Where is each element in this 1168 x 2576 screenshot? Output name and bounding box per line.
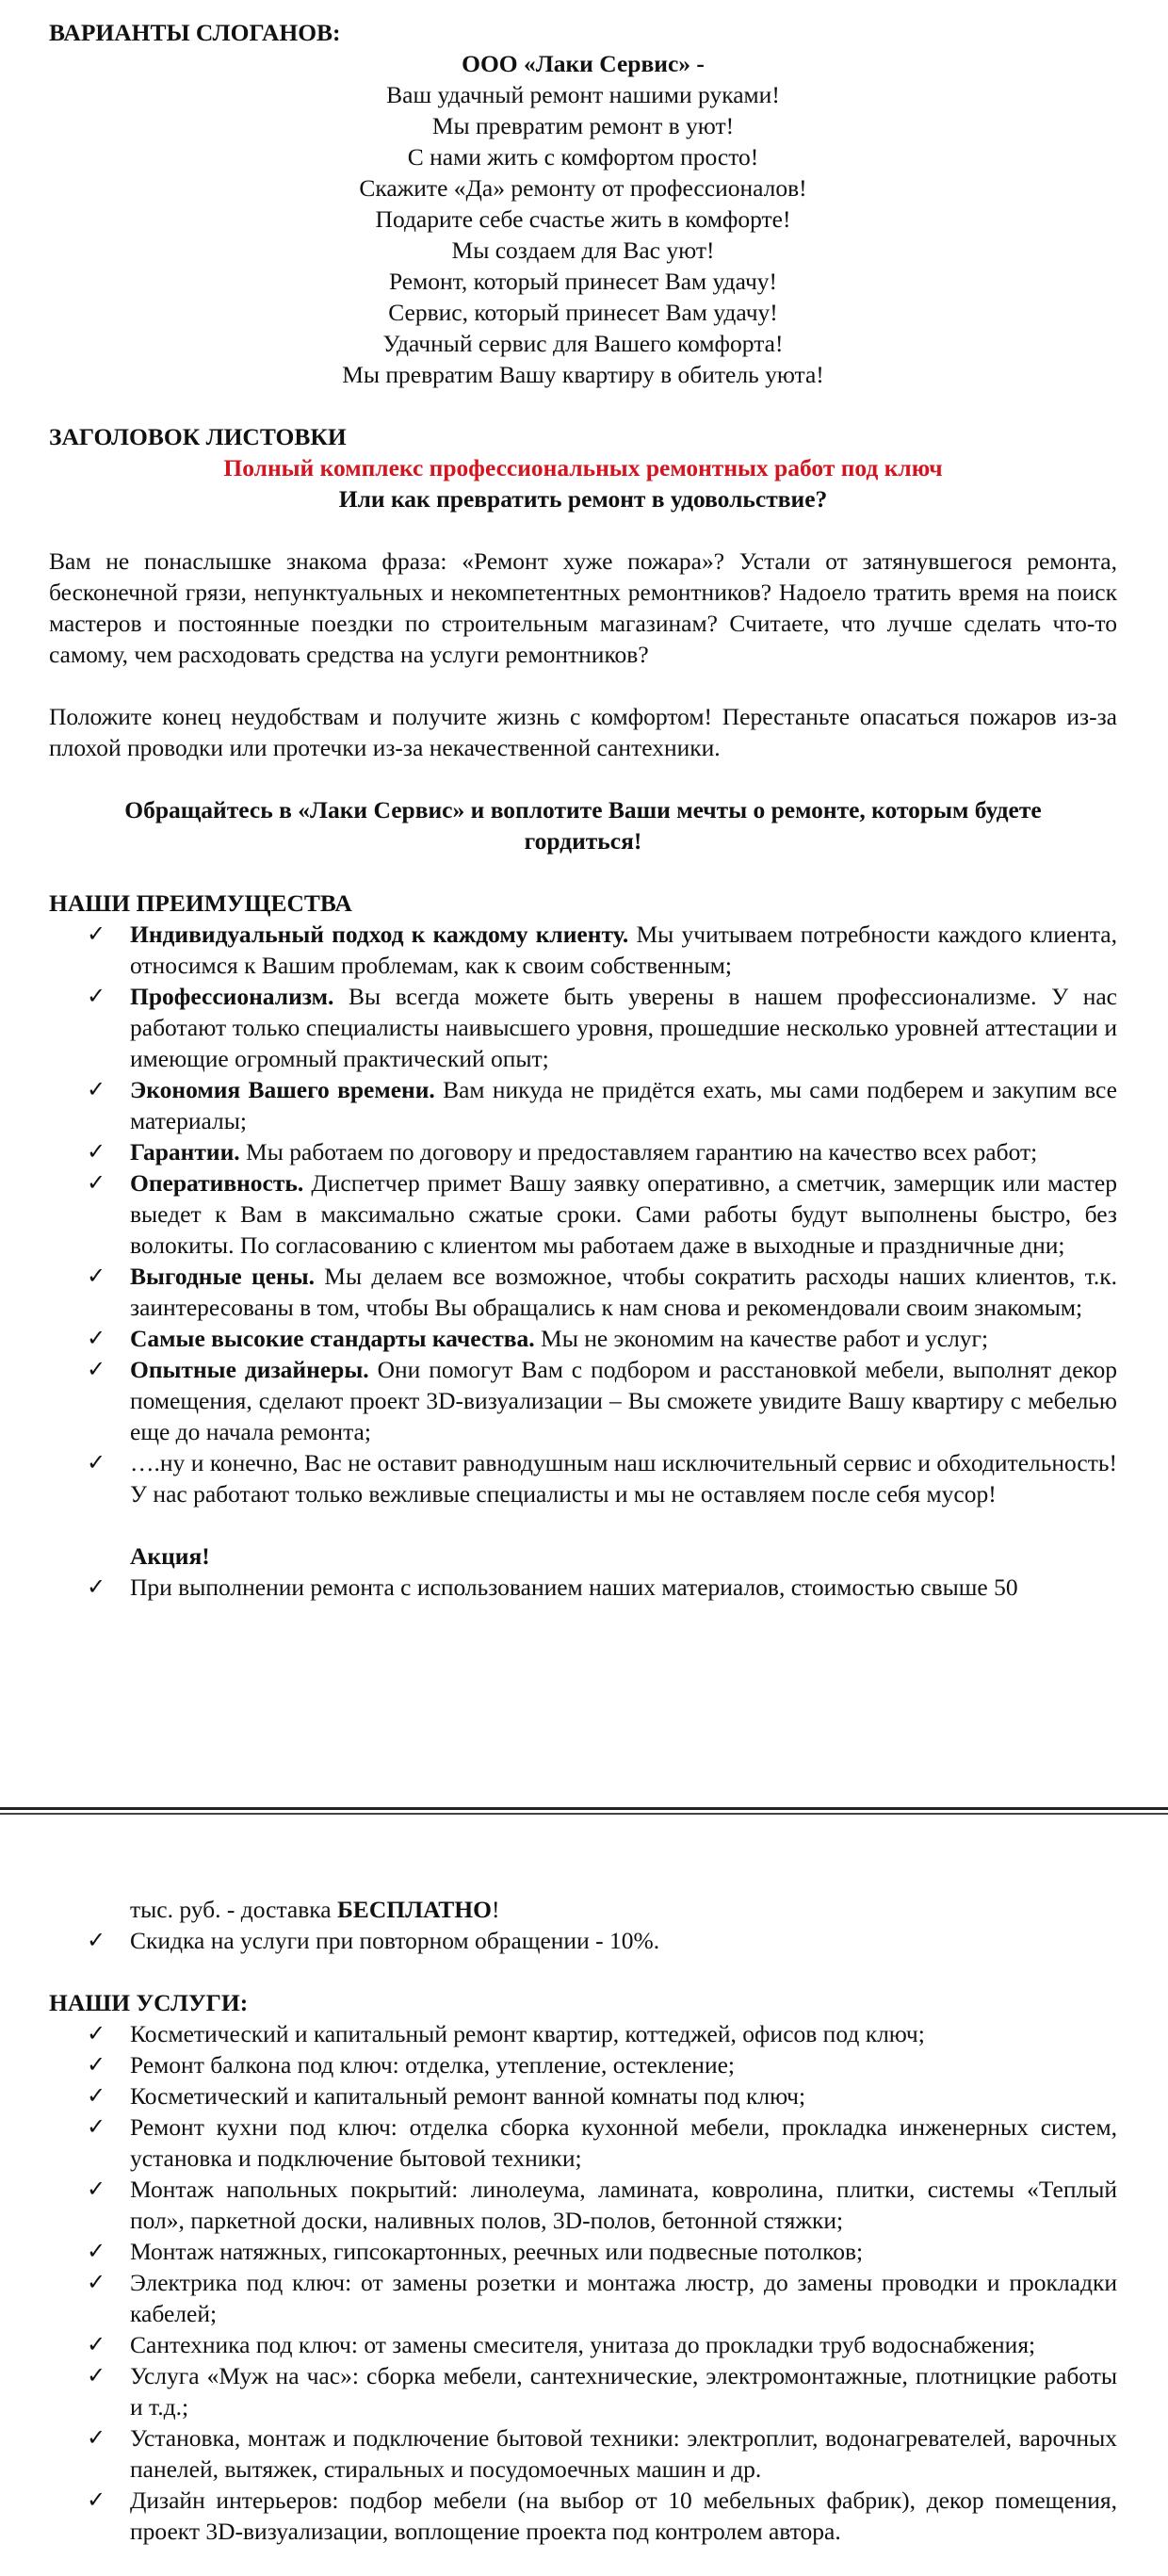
leaflet-subtitle: Или как превратить ремонт в удовольствие? — [338, 485, 828, 513]
list-item: ✓ Ремонт кухни под ключ: отделка сборка кухонной мебели, прокладка инженерных систем, установка и подключение бытовой техники; — [87, 2113, 1117, 2172]
list-item: ✓ Экономия Вашего времени. Вам никуда не придётся ехать, мы сами подберем и закупим все материалы; — [87, 1076, 1117, 1134]
slogan-line: Мы превратим Вашу квартиру в обитель уюта! — [342, 361, 824, 388]
checkmark-icon: ✓ — [87, 2176, 106, 2202]
checkmark-icon: ✓ — [87, 1169, 106, 1196]
checkmark-icon: ✓ — [87, 1325, 106, 1351]
checkmark-icon: ✓ — [87, 1263, 106, 1289]
leaflet-heading: ЗАГОЛОВОК ЛИСТОВКИ — [49, 423, 347, 450]
slogans-company: ООО «Лаки Сервис» - — [462, 50, 705, 77]
page-break-divider — [0, 1804, 1168, 1818]
checkmark-icon: ✓ — [87, 2113, 106, 2140]
list-item: ✓ Самые высокие стандарты качества. Мы не экономим на качестве работ и услуг; — [87, 1325, 989, 1352]
list-item: ✓ Установка, монтаж и подключение бытовой техники: электроплит, водонагревателей, варочных панелей, вытяжек, стиральных и посудомоечных машин и др. — [87, 2424, 1117, 2483]
list-item: ✓ Профессионализм. Вы всегда можете быть уверены в нашем профессионализме. У нас работают только специалисты наивысшего уровня, прошедшие несколько уровней аттестации и имеющие огромный практический опыт; — [87, 983, 1117, 1072]
checkmark-icon: ✓ — [87, 921, 106, 947]
list-item: ✓ Электрика под ключ: от замены розетки и монтажа люстр, до замены проводки и прокладки кабелей; — [87, 2269, 1117, 2327]
promo-list-continued — [49, 1925, 1117, 1956]
checkmark-icon: ✓ — [87, 983, 106, 1009]
checkmark-icon: ✓ — [87, 2424, 106, 2451]
list-item: ✓ Индивидуальный подход к каждому клиенту. Мы учитываем потребности каждого клиента, относимся к Вашим проблемам, как к своим собственным; — [87, 921, 1117, 979]
checkmark-icon: ✓ — [87, 2269, 106, 2295]
slogans-heading: ВАРИАНТЫ СЛОГАНОВ: — [49, 19, 341, 46]
slogans-list — [49, 79, 1117, 390]
checkmark-icon: ✓ — [87, 2238, 106, 2264]
list-item: ✓ Монтаж напольных покрытий: линолеума, ламината, ковролина, плитки, системы «Теплый пол», паркетной доски, наливных полов, 3D-полов, бетонной стяжки; — [87, 2176, 1117, 2234]
list-item: ✓ Ремонт балкона под ключ: отделка, утепление, остекление; — [87, 2051, 735, 2079]
leaflet-title: Полный комплекс профессиональных ремонтных работ под ключ — [223, 454, 943, 481]
slogan-line: Сервис, который принесет Вам удачу! — [388, 299, 778, 326]
services-heading: НАШИ УСЛУГИ: — [49, 1989, 249, 2016]
checkmark-icon: ✓ — [87, 1927, 106, 1953]
advantages-heading: НАШИ ПРЕИМУЩЕСТВА — [49, 889, 352, 917]
checkmark-icon: ✓ — [87, 1356, 106, 1382]
checkmark-icon: ✓ — [87, 1076, 106, 1102]
leaflet-paragraph-2: Положите конец неудобствам и получите жизнь с комфортом! Перестаньте опасаться пожаров из-за плохой проводки или протечки из-за некачественной сантехники. — [49, 703, 1117, 761]
list-item: ✓ Услуга «Муж на час»: сборка мебели, сантехнические, электромонтажные, плотницкие работы и т.д.; — [87, 2362, 1117, 2421]
slogan-line: Удачный сервис для Вашего комфорта! — [382, 330, 784, 357]
list-item: ✓ При выполнении ремонта с использованием наших материалов, стоимостью свыше 50 — [87, 1573, 1018, 1601]
list-item: ✓ Скидка на услуги при повторном обращении - 10%. — [87, 1927, 660, 1954]
promo-heading: Акция! — [130, 1542, 210, 1570]
slogan-line: Мы создаем для Вас уют! — [451, 236, 715, 264]
list-item: ✓ Дизайн интерьеров: подбор мебели (на выбор от 10 мебельных фабрик), декор помещения, проект 3D-визуализации, воплощение проекта под контролем автора. — [87, 2486, 1117, 2545]
list-item: ✓ Косметический и капитальный ремонт квартир, коттеджей, офисов под ключ; — [87, 2020, 925, 2047]
page-1-content — [49, 17, 1117, 1603]
checkmark-icon: ✓ — [87, 2331, 106, 2357]
slogan-line: Ваш удачный ремонт нашими руками! — [386, 81, 780, 108]
checkmark-icon: ✓ — [87, 1138, 106, 1165]
slogan-line: Скажите «Да» ремонту от профессионалов! — [359, 174, 807, 202]
checkmark-icon: ✓ — [87, 2020, 106, 2046]
promo-list — [49, 1572, 1117, 1603]
document-page-2 — [0, 1818, 1168, 2576]
list-item: ✓ Гарантии. Мы работаем по договору и предоставляем гарантию на качество всех работ; — [87, 1138, 1038, 1166]
page-2-content — [49, 1894, 1117, 2547]
slogan-line: С нами жить с комфортом просто! — [407, 143, 759, 171]
promo-item-continuation: тыс. руб. - доставка БЕСПЛАТНО! — [130, 1896, 500, 1923]
slogan-line: Ремонт, который принесет Вам удачу! — [388, 268, 778, 295]
list-item: ✓ Опытные дизайнеры. Они помогут Вам с подбором и расстановкой мебели, выполнят декор помещения, сделают проект 3D-визуализации – Вы сможете увидите Вашу квартиру с мебелью еще до начала ремонта; — [87, 1356, 1117, 1445]
slogan-line: Подарите себе счастье жить в комфорте! — [375, 205, 791, 233]
list-item: ✓ Оперативность. Диспетчер примет Вашу заявку оперативно, а сметчик, замерщик или мастер выедет к Вам в максимально сжатые сроки. Сами работы будут выполнены быстро, без волокиты. По согласованию с клиентом мы работаем даже в выходные и праздничные дни; — [87, 1169, 1117, 1259]
checkmark-icon: ✓ — [87, 2362, 106, 2389]
list-item: ✓ Сантехника под ключ: от замены смесителя, унитаза до прокладки труб водоснабжения; — [87, 2331, 1036, 2358]
leaflet-callout: Обращайтесь в «Лаки Сервис» и воплотите Ваши мечты о ремонте, которым будете гордиться! — [124, 796, 1042, 855]
list-item: ✓ ….ну и конечно, Вас не оставит равнодушным наш исключительный сервис и обходительность! У нас работают только вежливые специалисты и мы не оставляем после себя мусор! — [87, 1449, 1117, 1508]
checkmark-icon: ✓ — [87, 2082, 106, 2109]
leaflet-paragraph-1: Вам не понаслышке знакома фраза: «Ремонт хуже пожара»? Устали от затянувшегося ремонта, бесконечной грязи, непунктуальных и некомпетентных ремонтников? Надоело тратить время на поиск мастеров и постоянные поездки по строительным магазинам? Считаете, что лучше сделать что-то самому, чем расходовать средства на услуги ремонтников? — [49, 547, 1117, 668]
slogan-line: Мы превратим ремонт в уют! — [431, 112, 735, 139]
list-item: ✓ Монтаж натяжных, гипсокартонных, реечных или подвесные потолков; — [87, 2238, 864, 2265]
checkmark-icon: ✓ — [87, 2486, 106, 2513]
services-list — [49, 2018, 1117, 2547]
advantages-list — [49, 919, 1117, 1509]
checkmark-icon: ✓ — [87, 1449, 106, 1475]
checkmark-icon: ✓ — [87, 1573, 106, 1600]
list-item: ✓ Выгодные цены. Мы делаем все возможное, чтобы сократить расходы наших клиентов, т.к. заинтересованы в том, чтобы Вы обращались к нам снова и рекомендовали своим знакомым; — [87, 1263, 1118, 1321]
list-item: ✓ Косметический и капитальный ремонт ванной комнаты под ключ; — [87, 2082, 806, 2110]
checkmark-icon: ✓ — [87, 2051, 106, 2078]
